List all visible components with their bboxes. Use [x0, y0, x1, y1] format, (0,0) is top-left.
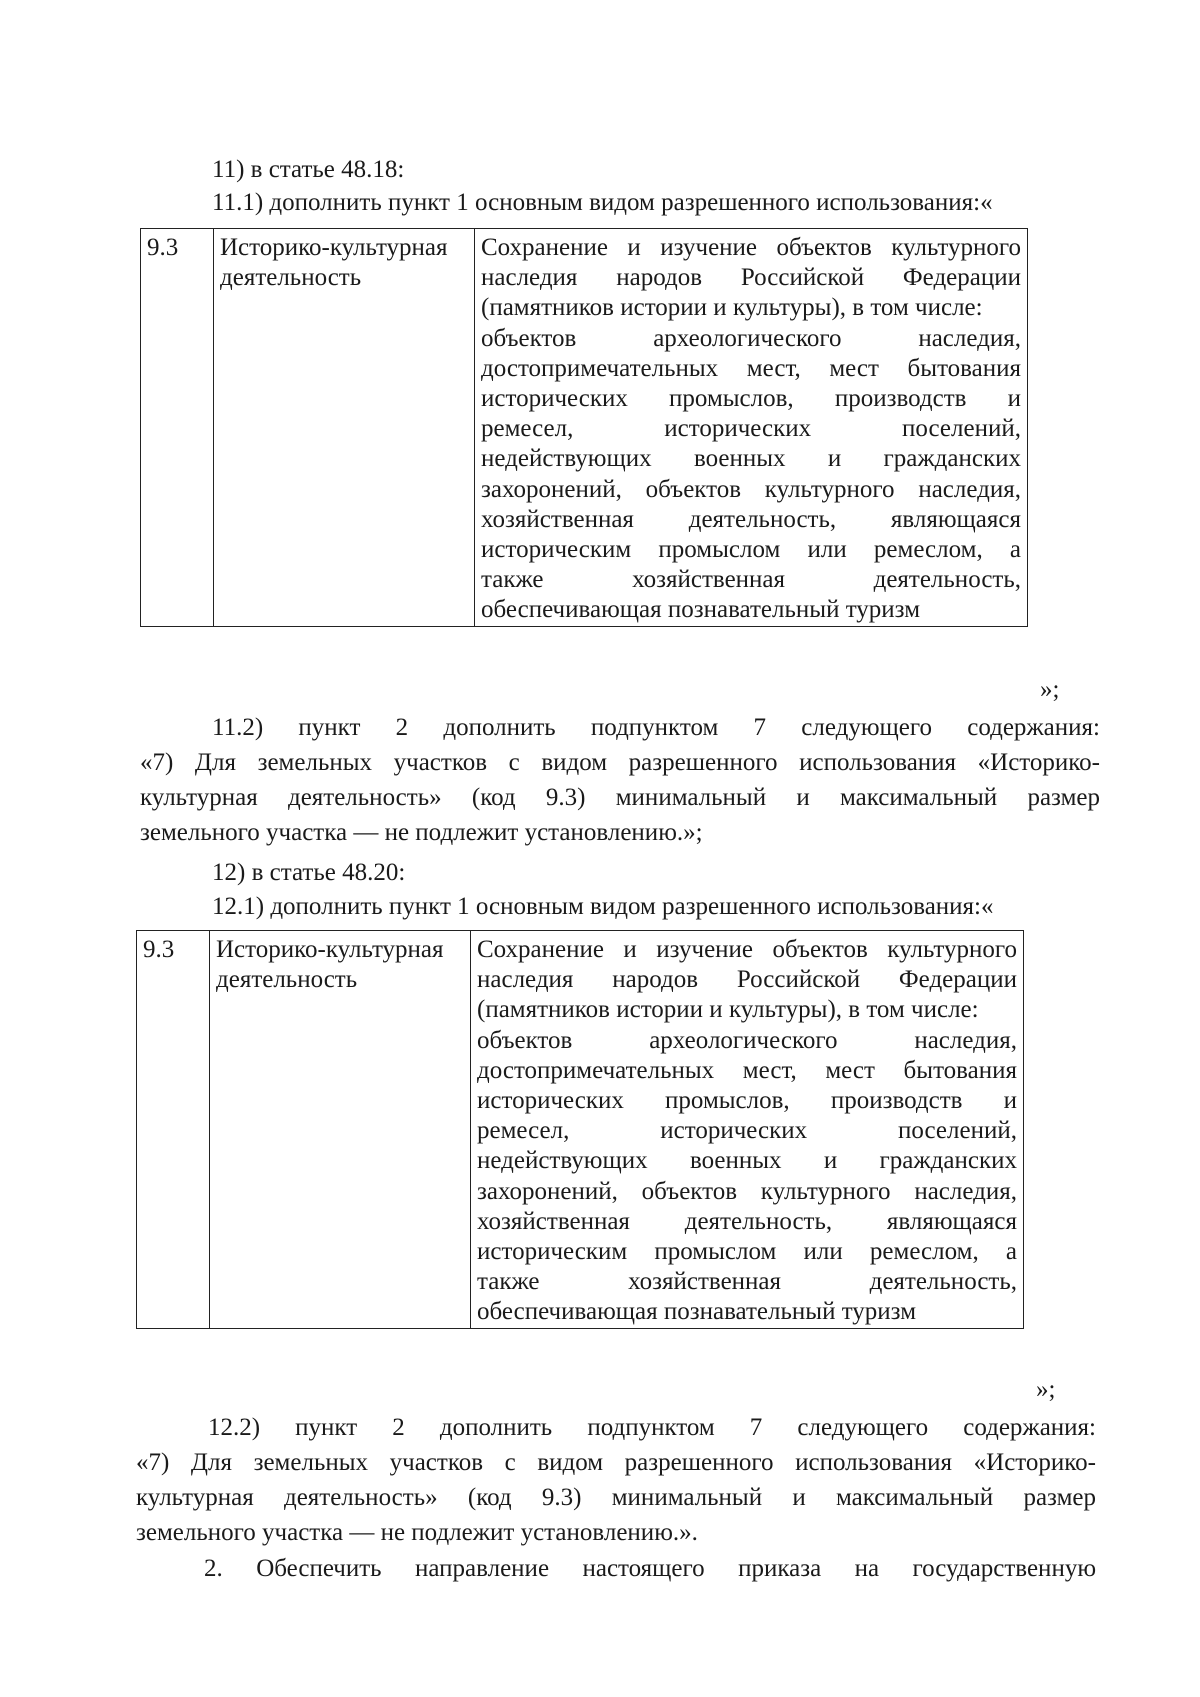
paragraph-line: культурная деятельность» (код 9.3) минимальный и максимальный размер: [140, 784, 1100, 811]
description-line: наследия народов Российской Федерации: [477, 966, 1017, 994]
closing-quote: »;: [1040, 676, 1060, 703]
description-line: ремесел, исторических поселений,: [481, 415, 1021, 443]
description-line: также хозяйственная деятельность,: [481, 566, 1021, 594]
table-cell-code: 9.3: [137, 931, 210, 1329]
description-line: захоронений, объектов культурного наследия,: [481, 475, 1021, 503]
description-line: хозяйственная деятельность, являющаяся: [477, 1207, 1017, 1235]
name-line: деятельность: [220, 264, 362, 292]
table-row: [141, 229, 1028, 627]
description-line: также хозяйственная деятельность,: [477, 1268, 1017, 1296]
description-line: недействующих военных и гражданских: [481, 445, 1021, 473]
name-line: Историко-культурная: [216, 936, 444, 963]
description-line: объектов археологического наследия,: [477, 1026, 1017, 1054]
section-12-table: [136, 930, 1024, 1329]
paragraph-line: земельного участка — не подлежит установлению.»;: [140, 819, 703, 846]
section-11-1-text: 11.1) дополнить пункт 1 основным видом разрешенного использования:«: [212, 189, 993, 216]
description-line: обеспечивающая познавательный туризм: [481, 596, 921, 624]
paragraph-line: 11.2) пункт 2 дополнить подпунктом 7 следующего содержания:: [212, 714, 1100, 741]
paragraph-line: «7) Для земельных участков с видом разрешенного использования «Историко-: [136, 1449, 1096, 1476]
description-line: Сохранение и изучение объектов культурного: [477, 936, 1017, 963]
table-cell-name: [214, 229, 475, 627]
table-cell-name: [210, 931, 471, 1329]
description-line: недействующих военных и гражданских: [477, 1147, 1017, 1175]
closing-quote: »;: [1036, 1376, 1056, 1403]
description-line: ремесел, исторических поселений,: [477, 1117, 1017, 1145]
paragraph-line: «7) Для земельных участков с видом разрешенного использования «Историко-: [140, 749, 1100, 776]
description-line: историческим промыслом или ремеслом, а: [481, 536, 1021, 564]
description-line: исторических промыслов, производств и: [481, 385, 1021, 413]
section-12-2-paragraph: [136, 1410, 1096, 1550]
description-line: наследия народов Российской Федерации: [481, 264, 1021, 292]
section-12-heading: 12) в статье 48.20:: [212, 859, 406, 886]
name-line: деятельность: [216, 966, 358, 994]
description-line: историческим промыслом или ремеслом, а: [477, 1238, 1017, 1266]
description-line: (памятников истории и культуры), в том числе:: [481, 294, 983, 322]
section-11-2-paragraph: [140, 710, 1100, 850]
paragraph-line: земельного участка — не подлежит установлению.».: [136, 1519, 698, 1546]
section-11-heading: 11) в статье 48.18:: [212, 156, 405, 183]
paragraph-line: 12.2) пункт 2 дополнить подпунктом 7 следующего содержания:: [208, 1414, 1096, 1441]
table-cell-description: [475, 229, 1028, 627]
description-line: объектов археологического наследия,: [481, 324, 1021, 352]
section-11-table: [140, 228, 1028, 627]
description-line: обеспечивающая познавательный туризм: [477, 1298, 917, 1326]
table-row: [137, 931, 1024, 1329]
description-line: (памятников истории и культуры), в том числе:: [477, 996, 979, 1024]
table-cell-description: [471, 931, 1024, 1329]
name-line: Историко-культурная: [220, 234, 448, 261]
description-line: захоронений, объектов культурного наследия,: [477, 1177, 1017, 1205]
description-line: достопримечательных мест, мест бытования: [481, 354, 1021, 382]
description-line: исторических промыслов, производств и: [477, 1087, 1017, 1115]
section-12-1-text: 12.1) дополнить пункт 1 основным видом разрешенного использования:«: [212, 893, 994, 920]
description-line: достопримечательных мест, мест бытования: [477, 1056, 1017, 1084]
description-line: Сохранение и изучение объектов культурного: [481, 234, 1021, 261]
final-paragraph-line: 2. Обеспечить направление настоящего приказа на государственную: [204, 1555, 1096, 1582]
paragraph-line: культурная деятельность» (код 9.3) минимальный и максимальный размер: [136, 1484, 1096, 1511]
description-line: хозяйственная деятельность, являющаяся: [481, 505, 1021, 533]
table-cell-code: 9.3: [141, 229, 214, 627]
